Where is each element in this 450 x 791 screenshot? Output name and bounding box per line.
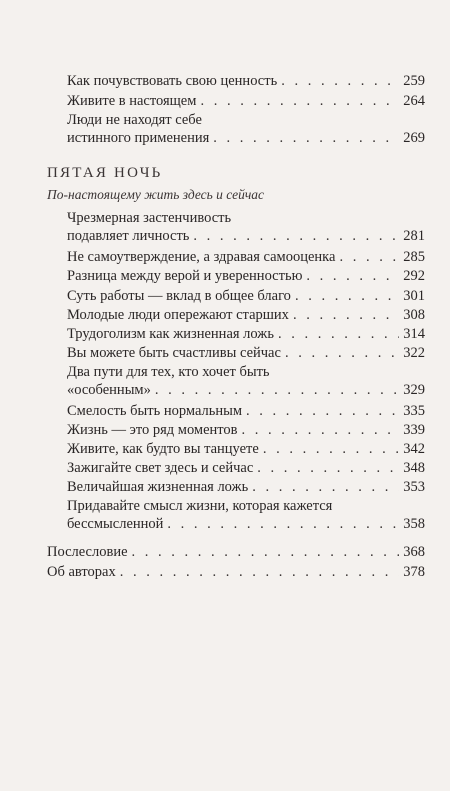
dot-leader	[155, 381, 399, 399]
toc-entry	[67, 92, 425, 110]
dot-leader	[281, 72, 399, 90]
toc-entry-title: Суть работы — вклад в общее благо	[67, 288, 291, 304]
toc-entry	[67, 478, 425, 496]
toc-entry-title-line1: Люди не находят себе	[67, 112, 202, 128]
toc-entry-title-line1: Чрезмерная застенчивость	[67, 210, 232, 226]
toc-entry	[67, 344, 425, 362]
toc-entry-title: Не самоутверждение, а здравая самооценка	[67, 249, 336, 265]
toc-entry-page: 314	[403, 326, 425, 342]
toc-entry-page: 285	[403, 249, 425, 265]
toc-entry-page: 264	[403, 93, 425, 109]
dot-leader	[242, 421, 400, 439]
toc-entry-page: 329	[403, 382, 425, 398]
toc-entry-page: 339	[403, 422, 425, 438]
toc-entry	[67, 402, 425, 420]
dot-leader	[200, 92, 399, 110]
toc-entry	[67, 306, 425, 324]
dot-leader	[252, 478, 399, 496]
toc-entry-page: 259	[403, 73, 425, 89]
toc-entry	[67, 421, 425, 439]
toc-entry-page: 269	[403, 130, 425, 146]
dot-leader	[306, 267, 399, 285]
toc-entry-page: 368	[403, 544, 425, 560]
toc-entry-title-line2: «особенным»	[67, 382, 151, 398]
toc-entry-page: 281	[403, 228, 425, 244]
toc-entry	[67, 459, 425, 477]
toc-entry-page: 348	[403, 460, 425, 476]
part-subtitle: По-настоящему жить здесь и сейчас	[47, 187, 265, 202]
toc-entry	[67, 325, 425, 343]
dot-leader	[257, 459, 399, 477]
toc-entry-about-authors	[47, 563, 425, 581]
dot-leader	[293, 306, 399, 324]
toc-entry-title-line1: Придавайте смысл жизни, которая кажется	[67, 498, 333, 514]
toc-entry-afterword	[47, 543, 425, 561]
dot-leader	[120, 563, 400, 581]
toc-entry-title: Величайшая жизненная ложь	[67, 479, 249, 495]
toc-entry-title: Живите в настоящем	[67, 93, 197, 109]
dot-leader	[246, 402, 399, 420]
toc-entry-title-line1: Два пути для тех, кто хочет быть	[67, 364, 270, 380]
toc-entry	[67, 209, 425, 245]
toc-entry-page: 301	[403, 288, 425, 304]
toc-entry-page: 353	[403, 479, 425, 495]
dot-leader	[278, 325, 399, 343]
toc-entry	[67, 72, 425, 90]
toc-entry-title: Молодые люди опережают старших	[67, 307, 289, 323]
toc-entry	[67, 248, 425, 266]
toc-entry-page: 292	[403, 268, 425, 284]
dot-leader	[193, 227, 399, 245]
toc-entry-page: 378	[403, 564, 425, 580]
toc-entry-title-line2: подавляет личность	[67, 228, 190, 244]
toc-entry	[67, 267, 425, 285]
toc-entry-title: Как почувствовать свою ценность	[67, 73, 278, 89]
toc-entry-title: Об авторах	[47, 564, 116, 580]
toc-entry-title: Трудоголизм как жизненная ложь	[67, 326, 274, 342]
dot-leader	[132, 543, 400, 561]
toc-entry-title: Живите, как будто вы танцуете	[67, 441, 259, 457]
toc-entry-title-line2: истинного применения	[67, 130, 210, 146]
dot-leader	[295, 287, 399, 305]
toc-entry-title: Разница между верой и уверенностью	[67, 268, 303, 284]
toc-entry	[67, 363, 425, 399]
toc-entry-title: Вы можете быть счастливы сейчас	[67, 345, 281, 361]
toc-entry	[67, 287, 425, 305]
toc-entry	[67, 440, 425, 458]
toc-entry-page: 358	[403, 516, 425, 532]
toc-entry-page: 335	[403, 403, 425, 419]
part-title: ПЯТАЯ НОЧЬ	[47, 165, 163, 181]
toc-entry-title: Зажигайте свет здесь и сейчас	[67, 460, 254, 476]
toc-entry-page: 322	[403, 345, 425, 361]
toc-entry-title-line2: бессмысленной	[67, 516, 164, 532]
toc-entry	[67, 111, 425, 147]
toc-entry-page: 342	[403, 441, 425, 457]
dot-leader	[167, 515, 399, 533]
dot-leader	[285, 344, 399, 362]
toc-entry	[67, 497, 425, 533]
toc-entry-title: Послесловие	[47, 544, 128, 560]
toc-entry-title: Жизнь — это ряд моментов	[67, 422, 238, 438]
dot-leader	[213, 129, 399, 147]
dot-leader	[263, 440, 399, 458]
toc-entry-page: 308	[403, 307, 425, 323]
toc-entry-title: Смелость быть нормальным	[67, 403, 243, 419]
dot-leader	[339, 248, 399, 266]
